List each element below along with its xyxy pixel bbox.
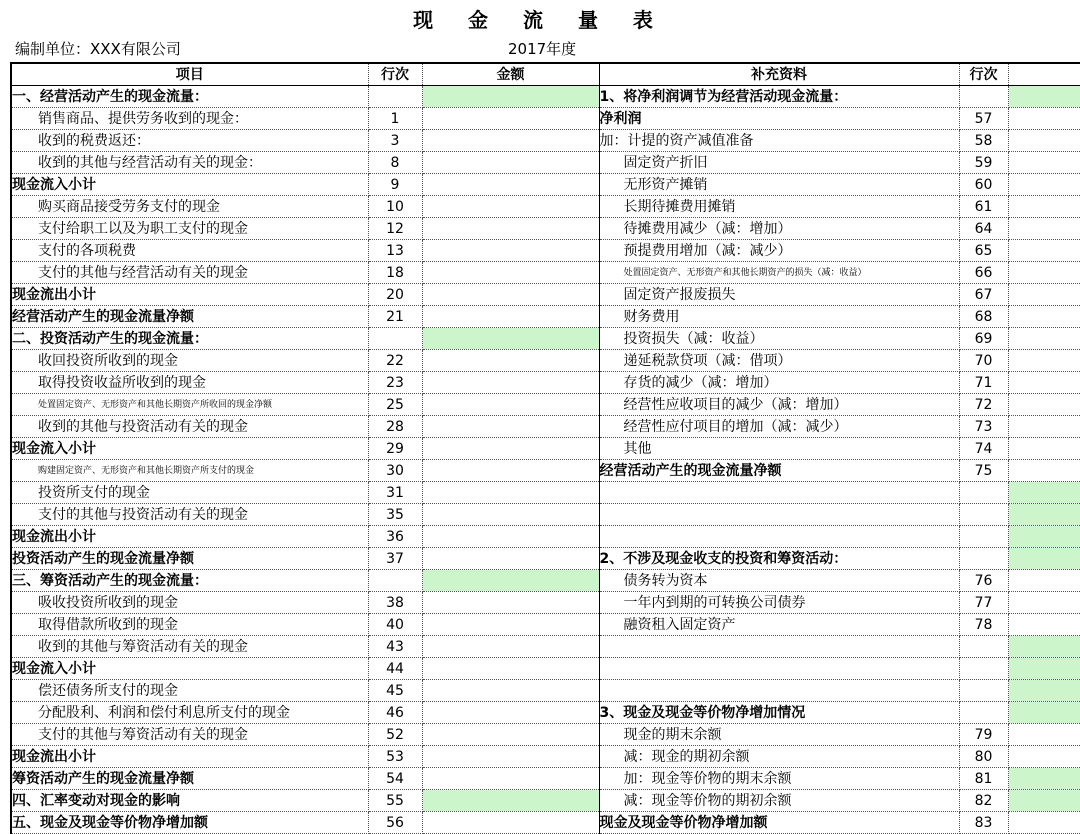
supplementary-item-cell xyxy=(599,526,959,548)
item-cell: 处置固定资产、无形资产和其他长期资产所收回的现金净额 xyxy=(11,394,368,416)
amount-cell[interactable] xyxy=(422,526,599,548)
supp-amount-cell[interactable] xyxy=(1008,702,1080,724)
supp-line-number-cell: 82 xyxy=(959,790,1008,812)
amount-cell[interactable] xyxy=(422,152,599,174)
fiscal-year-label: 2017年度 xyxy=(508,40,577,58)
supplementary-item-cell: 债务转为资本 xyxy=(599,570,959,592)
line-number-cell: 53 xyxy=(368,746,422,768)
line-number-cell: 1 xyxy=(368,108,422,130)
supplementary-item-cell: 经营活动产生的现金流量净额 xyxy=(599,460,959,482)
supp-line-number-cell: 74 xyxy=(959,438,1008,460)
table-row xyxy=(11,592,1080,614)
amount-cell[interactable] xyxy=(422,174,599,196)
supp-line-number-cell: 69 xyxy=(959,328,1008,350)
supplementary-item-cell: 净利润 xyxy=(599,108,959,130)
supp-line-number-cell xyxy=(959,680,1008,702)
header-supplementary: 补充资料 xyxy=(599,63,959,86)
table-row xyxy=(11,394,1080,416)
amount-cell[interactable] xyxy=(422,394,599,416)
supplementary-item-cell xyxy=(599,636,959,658)
company-unit-label: 编制单位：XXX有限公司 xyxy=(15,40,181,58)
item-cell: 现金流出小计 xyxy=(11,284,368,306)
line-number-cell: 36 xyxy=(368,526,422,548)
supp-line-number-cell: 60 xyxy=(959,174,1008,196)
supplementary-item-cell: 投资损失（减：收益） xyxy=(599,328,959,350)
item-cell: 现金流入小计 xyxy=(11,174,368,196)
table-row xyxy=(11,680,1080,702)
line-number-cell: 55 xyxy=(368,790,422,812)
line-number-cell: 56 xyxy=(368,812,422,834)
item-cell: 三、筹资活动产生的现金流量： xyxy=(11,570,368,592)
table-row xyxy=(11,702,1080,724)
table-row xyxy=(11,130,1080,152)
item-cell: 支付的其他与筹资活动有关的现金 xyxy=(11,724,368,746)
supplementary-item-cell: 现金的期末余额 xyxy=(599,724,959,746)
supplementary-item-cell: 其他 xyxy=(599,438,959,460)
header-amount: 金额 xyxy=(422,63,599,86)
table-row xyxy=(11,284,1080,306)
supplementary-item-cell: 3、现金及现金等价物净增加情况 xyxy=(599,702,959,724)
supplementary-item-cell: 固定资产折旧 xyxy=(599,152,959,174)
table-row xyxy=(11,350,1080,372)
supp-line-number-cell: 61 xyxy=(959,196,1008,218)
amount-cell[interactable] xyxy=(422,702,599,724)
supp-line-number-cell: 66 xyxy=(959,262,1008,284)
line-number-cell: 37 xyxy=(368,548,422,570)
item-cell: 销售商品、提供劳务收到的现金： xyxy=(11,108,368,130)
table-row xyxy=(11,504,1080,526)
item-cell: 支付的其他与经营活动有关的现金 xyxy=(11,262,368,284)
amount-cell[interactable] xyxy=(422,262,599,284)
amount-cell[interactable] xyxy=(422,636,599,658)
table-row xyxy=(11,152,1080,174)
amount-cell[interactable] xyxy=(422,460,599,482)
line-number-cell: 44 xyxy=(368,658,422,680)
table-row xyxy=(11,262,1080,284)
line-number-cell: 38 xyxy=(368,592,422,614)
supp-amount-cell[interactable] xyxy=(1008,328,1080,350)
supp-line-number-cell: 80 xyxy=(959,746,1008,768)
item-cell: 收回投资所收到的现金 xyxy=(11,350,368,372)
item-cell: 现金流出小计 xyxy=(11,746,368,768)
table-row xyxy=(11,328,1080,350)
line-number-cell xyxy=(368,328,422,350)
item-cell: 一、经营活动产生的现金流量： xyxy=(11,86,368,108)
supp-amount-cell[interactable] xyxy=(1008,570,1080,592)
item-cell: 筹资活动产生的现金流量净额 xyxy=(11,768,368,790)
item-cell: 投资所支付的现金 xyxy=(11,482,368,504)
amount-cell[interactable] xyxy=(422,108,599,130)
amount-cell[interactable] xyxy=(422,746,599,768)
table-row xyxy=(11,812,1080,834)
table-row xyxy=(11,768,1080,790)
supplementary-item-cell: 存货的减少（减：增加） xyxy=(599,372,959,394)
header-supp-amount[interactable] xyxy=(1008,63,1080,86)
table-row xyxy=(11,416,1080,438)
line-number-cell: 35 xyxy=(368,504,422,526)
item-cell: 收到的其他与投资活动有关的现金 xyxy=(11,416,368,438)
amount-cell[interactable] xyxy=(422,350,599,372)
amount-cell[interactable] xyxy=(422,416,599,438)
table-row xyxy=(11,218,1080,240)
supp-amount-cell[interactable] xyxy=(1008,306,1080,328)
supp-amount-cell[interactable] xyxy=(1008,394,1080,416)
supp-amount-cell[interactable] xyxy=(1008,350,1080,372)
supp-line-number-cell: 70 xyxy=(959,350,1008,372)
table-row xyxy=(11,790,1080,812)
item-cell: 投资活动产生的现金流量净额 xyxy=(11,548,368,570)
supp-amount-cell[interactable] xyxy=(1008,372,1080,394)
supp-line-number-cell: 79 xyxy=(959,724,1008,746)
item-cell: 收到的税费返还： xyxy=(11,130,368,152)
line-number-cell: 23 xyxy=(368,372,422,394)
supp-amount-cell[interactable] xyxy=(1008,482,1080,504)
supplementary-item-cell: 减：现金的期初余额 xyxy=(599,746,959,768)
supplementary-item-cell: 1、将净利润调节为经营活动现金流量： xyxy=(599,86,959,108)
line-number-cell xyxy=(368,570,422,592)
supp-amount-cell[interactable] xyxy=(1008,218,1080,240)
line-number-cell: 10 xyxy=(368,196,422,218)
supplementary-item-cell: 加：现金等价物的期末余额 xyxy=(599,768,959,790)
item-cell: 收到的其他与筹资活动有关的现金 xyxy=(11,636,368,658)
supp-line-number-cell: 76 xyxy=(959,570,1008,592)
item-cell: 四、汇率变动对现金的影响 xyxy=(11,790,368,812)
amount-cell[interactable] xyxy=(422,790,599,812)
supp-amount-cell[interactable] xyxy=(1008,504,1080,526)
supplementary-item-cell: 财务费用 xyxy=(599,306,959,328)
table-row xyxy=(11,196,1080,218)
item-cell: 收到的其他与经营活动有关的现金： xyxy=(11,152,368,174)
supp-line-number-cell: 75 xyxy=(959,460,1008,482)
supp-line-number-cell: 65 xyxy=(959,240,1008,262)
line-number-cell: 28 xyxy=(368,416,422,438)
table-row xyxy=(11,724,1080,746)
supp-amount-cell[interactable] xyxy=(1008,460,1080,482)
supp-amount-cell[interactable] xyxy=(1008,548,1080,570)
supp-line-number-cell: 68 xyxy=(959,306,1008,328)
supplementary-item-cell xyxy=(599,680,959,702)
supplementary-item-cell: 长期待摊费用摊销 xyxy=(599,196,959,218)
supp-amount-cell[interactable] xyxy=(1008,174,1080,196)
supp-amount-cell[interactable] xyxy=(1008,790,1080,812)
item-cell: 现金流出小计 xyxy=(11,526,368,548)
amount-cell[interactable] xyxy=(422,328,599,350)
item-cell: 二、投资活动产生的现金流量： xyxy=(11,328,368,350)
supplementary-item-cell: 无形资产摊销 xyxy=(599,174,959,196)
supp-amount-cell[interactable] xyxy=(1008,658,1080,680)
item-cell: 支付的其他与投资活动有关的现金 xyxy=(11,504,368,526)
amount-cell[interactable] xyxy=(422,614,599,636)
supplementary-item-cell: 一年内到期的可转换公司债券 xyxy=(599,592,959,614)
cash-flow-table xyxy=(10,62,1080,834)
line-number-cell: 18 xyxy=(368,262,422,284)
line-number-cell: 9 xyxy=(368,174,422,196)
supp-line-number-cell xyxy=(959,548,1008,570)
supp-line-number-cell xyxy=(959,658,1008,680)
amount-cell[interactable] xyxy=(422,680,599,702)
amount-cell[interactable] xyxy=(422,86,599,108)
supplementary-item-cell: 处置固定资产、无形资产和其他长期资产的损失（减：收益） xyxy=(599,262,959,284)
supp-amount-cell[interactable] xyxy=(1008,86,1080,108)
amount-cell[interactable] xyxy=(422,504,599,526)
line-number-cell: 20 xyxy=(368,284,422,306)
amount-cell[interactable] xyxy=(422,438,599,460)
supp-amount-cell[interactable] xyxy=(1008,416,1080,438)
supplementary-item-cell: 加：计提的资产减值准备 xyxy=(599,130,959,152)
item-cell: 吸收投资所收到的现金 xyxy=(11,592,368,614)
amount-cell[interactable] xyxy=(422,218,599,240)
supp-line-number-cell: 81 xyxy=(959,768,1008,790)
item-cell: 现金流入小计 xyxy=(11,658,368,680)
table-row xyxy=(11,482,1080,504)
line-number-cell: 8 xyxy=(368,152,422,174)
amount-cell[interactable] xyxy=(422,570,599,592)
line-number-cell: 22 xyxy=(368,350,422,372)
header-row xyxy=(11,63,1080,86)
table-row xyxy=(11,306,1080,328)
line-number-cell: 13 xyxy=(368,240,422,262)
line-number-cell: 25 xyxy=(368,394,422,416)
supplementary-item-cell: 预提费用增加（减：减少） xyxy=(599,240,959,262)
supp-line-number-cell: 73 xyxy=(959,416,1008,438)
item-cell: 经营活动产生的现金流量净额 xyxy=(11,306,368,328)
item-cell: 支付给职工以及为职工支付的现金 xyxy=(11,218,368,240)
amount-cell[interactable] xyxy=(422,130,599,152)
amount-cell[interactable] xyxy=(422,482,599,504)
line-number-cell: 43 xyxy=(368,636,422,658)
supp-amount-cell[interactable] xyxy=(1008,284,1080,306)
table-row xyxy=(11,86,1080,108)
header-supp-line: 行次 xyxy=(959,63,1008,86)
supp-line-number-cell xyxy=(959,526,1008,548)
table-row xyxy=(11,438,1080,460)
table-row xyxy=(11,460,1080,482)
supp-line-number-cell: 64 xyxy=(959,218,1008,240)
header-item: 项目 xyxy=(11,63,368,86)
supplementary-item-cell: 融资租入固定资产 xyxy=(599,614,959,636)
item-cell: 购建固定资产、无形资产和其他长期资产所支付的现金 xyxy=(11,460,368,482)
item-cell: 现金流入小计 xyxy=(11,438,368,460)
supp-amount-cell[interactable] xyxy=(1008,152,1080,174)
table-row xyxy=(11,174,1080,196)
item-cell: 分配股利、利润和偿付利息所支付的现金 xyxy=(11,702,368,724)
supp-line-number-cell: 77 xyxy=(959,592,1008,614)
table-row xyxy=(11,240,1080,262)
supp-line-number-cell xyxy=(959,702,1008,724)
line-number-cell: 29 xyxy=(368,438,422,460)
line-number-cell: 40 xyxy=(368,614,422,636)
supp-line-number-cell: 58 xyxy=(959,130,1008,152)
supp-line-number-cell: 83 xyxy=(959,812,1008,834)
supplementary-item-cell xyxy=(599,504,959,526)
table-row xyxy=(11,746,1080,768)
supplementary-item-cell: 现金及现金等价物净增加额 xyxy=(599,812,959,834)
amount-cell[interactable] xyxy=(422,812,599,834)
line-number-cell: 54 xyxy=(368,768,422,790)
table-row xyxy=(11,570,1080,592)
supp-amount-cell[interactable] xyxy=(1008,680,1080,702)
supplementary-item-cell: 2、不涉及现金收支的投资和筹资活动： xyxy=(599,548,959,570)
amount-cell[interactable] xyxy=(422,592,599,614)
supplementary-item-cell: 减：现金等价物的期初余额 xyxy=(599,790,959,812)
amount-cell[interactable] xyxy=(422,284,599,306)
table-row xyxy=(11,548,1080,570)
supp-line-number-cell xyxy=(959,482,1008,504)
supp-line-number-cell xyxy=(959,636,1008,658)
supp-amount-cell[interactable] xyxy=(1008,196,1080,218)
supp-line-number-cell: 72 xyxy=(959,394,1008,416)
table-row xyxy=(11,658,1080,680)
amount-cell[interactable] xyxy=(422,768,599,790)
amount-cell[interactable] xyxy=(422,240,599,262)
amount-cell[interactable] xyxy=(422,658,599,680)
supp-amount-cell[interactable] xyxy=(1008,240,1080,262)
line-number-cell: 21 xyxy=(368,306,422,328)
supp-amount-cell[interactable] xyxy=(1008,108,1080,130)
item-cell: 取得投资收益所收到的现金 xyxy=(11,372,368,394)
line-number-cell: 12 xyxy=(368,218,422,240)
supp-line-number-cell: 67 xyxy=(959,284,1008,306)
supplementary-item-cell: 固定资产报废损失 xyxy=(599,284,959,306)
line-number-cell xyxy=(368,86,422,108)
table-row xyxy=(11,108,1080,130)
supp-amount-cell[interactable] xyxy=(1008,592,1080,614)
supp-line-number-cell: 71 xyxy=(959,372,1008,394)
supp-amount-cell[interactable] xyxy=(1008,438,1080,460)
amount-cell[interactable] xyxy=(422,724,599,746)
item-cell: 支付的各项税费 xyxy=(11,240,368,262)
supp-amount-cell[interactable] xyxy=(1008,636,1080,658)
line-number-cell: 30 xyxy=(368,460,422,482)
supplementary-item-cell: 经营性应收项目的减少（减：增加） xyxy=(599,394,959,416)
report-title: 现 金 流 量 表 xyxy=(413,8,667,32)
supp-amount-cell[interactable] xyxy=(1008,130,1080,152)
supplementary-item-cell: 递延税款贷项（减：借项） xyxy=(599,350,959,372)
line-number-cell: 3 xyxy=(368,130,422,152)
supp-line-number-cell xyxy=(959,86,1008,108)
supp-amount-cell[interactable] xyxy=(1008,262,1080,284)
supp-line-number-cell: 59 xyxy=(959,152,1008,174)
amount-cell[interactable] xyxy=(422,196,599,218)
table-row xyxy=(11,526,1080,548)
line-number-cell: 45 xyxy=(368,680,422,702)
supp-amount-cell[interactable] xyxy=(1008,746,1080,768)
line-number-cell: 31 xyxy=(368,482,422,504)
supplementary-item-cell: 经营性应付项目的增加（减：减少） xyxy=(599,416,959,438)
header-line: 行次 xyxy=(368,63,422,86)
supp-line-number-cell xyxy=(959,504,1008,526)
line-number-cell: 52 xyxy=(368,724,422,746)
supplementary-item-cell xyxy=(599,658,959,680)
amount-cell[interactable] xyxy=(422,548,599,570)
item-cell: 取得借款所收到的现金 xyxy=(11,614,368,636)
item-cell: 偿还债务所支付的现金 xyxy=(11,680,368,702)
supp-amount-cell[interactable] xyxy=(1008,614,1080,636)
table-row xyxy=(11,372,1080,394)
supp-amount-cell[interactable] xyxy=(1008,724,1080,746)
supp-amount-cell[interactable] xyxy=(1008,768,1080,790)
supp-line-number-cell: 78 xyxy=(959,614,1008,636)
supp-line-number-cell: 57 xyxy=(959,108,1008,130)
supp-amount-cell[interactable] xyxy=(1008,812,1080,834)
table-row xyxy=(11,636,1080,658)
table-row xyxy=(11,614,1080,636)
supplementary-item-cell: 待摊费用减少（减：增加） xyxy=(599,218,959,240)
line-number-cell: 46 xyxy=(368,702,422,724)
amount-cell[interactable] xyxy=(422,306,599,328)
amount-cell[interactable] xyxy=(422,372,599,394)
supp-amount-cell[interactable] xyxy=(1008,526,1080,548)
item-cell: 五、现金及现金等价物净增加额 xyxy=(11,812,368,834)
supplementary-item-cell xyxy=(599,482,959,504)
item-cell: 购买商品接受劳务支付的现金 xyxy=(11,196,368,218)
